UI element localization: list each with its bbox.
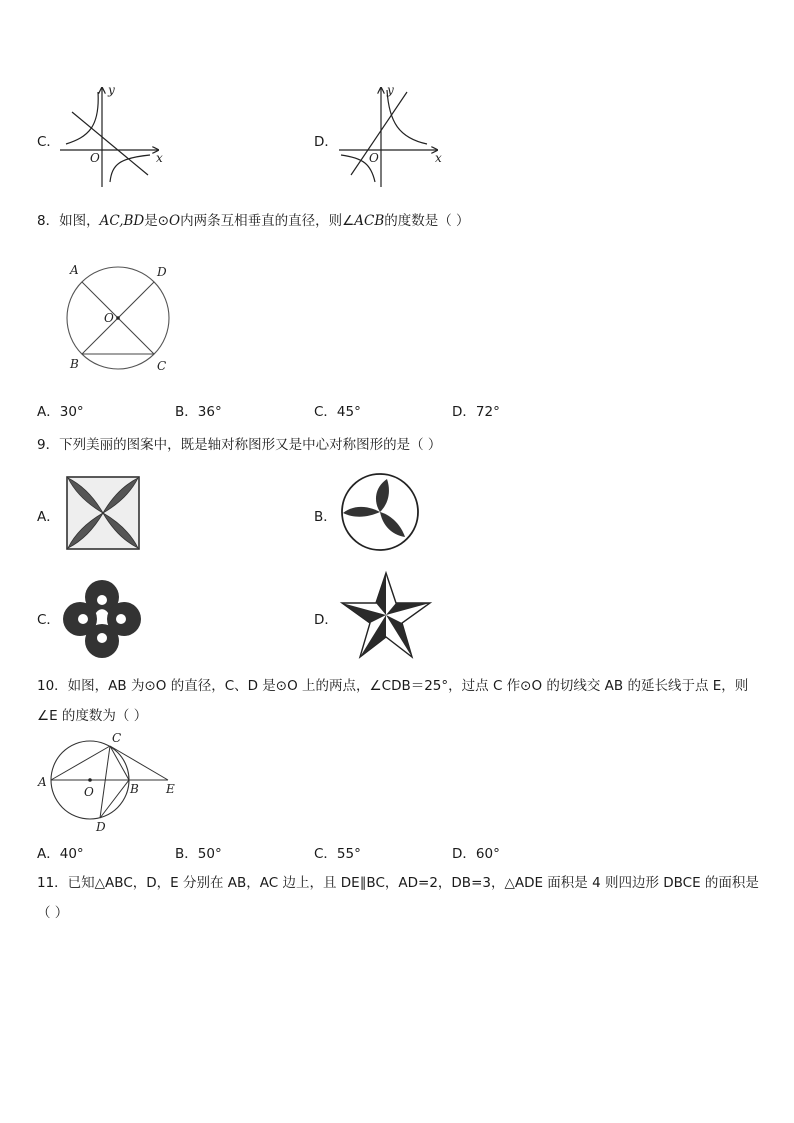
q8-option-b: B．36° (175, 404, 222, 420)
q11-stem-line1: 11．已知△ABC，D，E 分别在 AB，AC 边上，且 DE∥BC，AD=2，DB=3，△ADE 面积是 4 则四边形 DBCE 的面积是 (37, 875, 759, 891)
label-o: O (84, 785, 94, 799)
q8-option-a: A．30° (37, 404, 84, 420)
q9-option-b-label: B． (314, 509, 337, 525)
q10-figure (36, 730, 186, 838)
q10-option-d: D．60° (452, 846, 500, 862)
q9-option-c-figure (61, 578, 143, 660)
q7-option-c-label: C． (37, 134, 60, 150)
q9-option-c-label: C． (37, 612, 60, 628)
label-d: D (96, 820, 106, 834)
axis-y-label: y (387, 83, 394, 97)
q9-option-d-label: D． (314, 612, 338, 628)
label-b: B (130, 782, 139, 796)
label-d: D (157, 265, 167, 279)
q10-option-a: A．40° (37, 846, 84, 862)
q10-option-c: C．55° (314, 846, 361, 862)
q9-option-a-label: A． (37, 509, 60, 525)
q9-option-a-figure (66, 476, 140, 550)
label-e: E (166, 782, 175, 796)
axis-x-label: x (435, 151, 442, 165)
origin-label: O (90, 151, 100, 165)
axis-y-label: y (108, 83, 115, 97)
label-a: A (70, 263, 79, 277)
q8-option-c: C．45° (314, 404, 361, 420)
label-o: O (104, 311, 114, 325)
q8-figure (60, 258, 180, 378)
q7-option-d-label: D． (314, 134, 338, 150)
q7-option-c-graph (58, 82, 168, 192)
linear-line (351, 92, 407, 175)
q7-option-d-graph (337, 82, 447, 192)
q8-option-d: D．72° (452, 404, 500, 420)
chord-ac (51, 746, 110, 780)
linear-line (72, 112, 148, 175)
origin-label: O (369, 151, 379, 165)
q9-stem: 9．下列美丽的图案中，既是轴对称图形又是中心对称图形的是（ ） (37, 437, 442, 453)
label-c: C (112, 731, 122, 745)
label-c: C (157, 359, 167, 373)
q9-option-b-figure (339, 471, 421, 553)
q9-option-d-figure (340, 571, 432, 661)
hyperbola-branch-1 (387, 90, 427, 144)
label-b: B (70, 357, 79, 371)
hyperbola-branch-2 (110, 155, 150, 182)
tangent-ce (110, 746, 168, 780)
q11-stem-line2: （ ） (37, 905, 69, 921)
label-a: A (38, 775, 47, 789)
hyperbola-branch-1 (66, 92, 98, 144)
q10-stem-line2: ∠E 的度数为（ ） (37, 708, 148, 724)
q10-option-b: B．50° (175, 846, 222, 862)
q8-stem: 8．如图，AC,BD是⊙O内两条互相垂直的直径，则∠ACB的度数是（ ） (37, 213, 470, 229)
q10-stem-line1: 10．如图，AB 为⊙O 的直径，C、D 是⊙O 上的两点，∠CDB＝25°，过点 C 作⊙O 的切线交 AB 的延长线于点 E，则 (37, 678, 749, 694)
axis-x-label: x (156, 151, 163, 165)
